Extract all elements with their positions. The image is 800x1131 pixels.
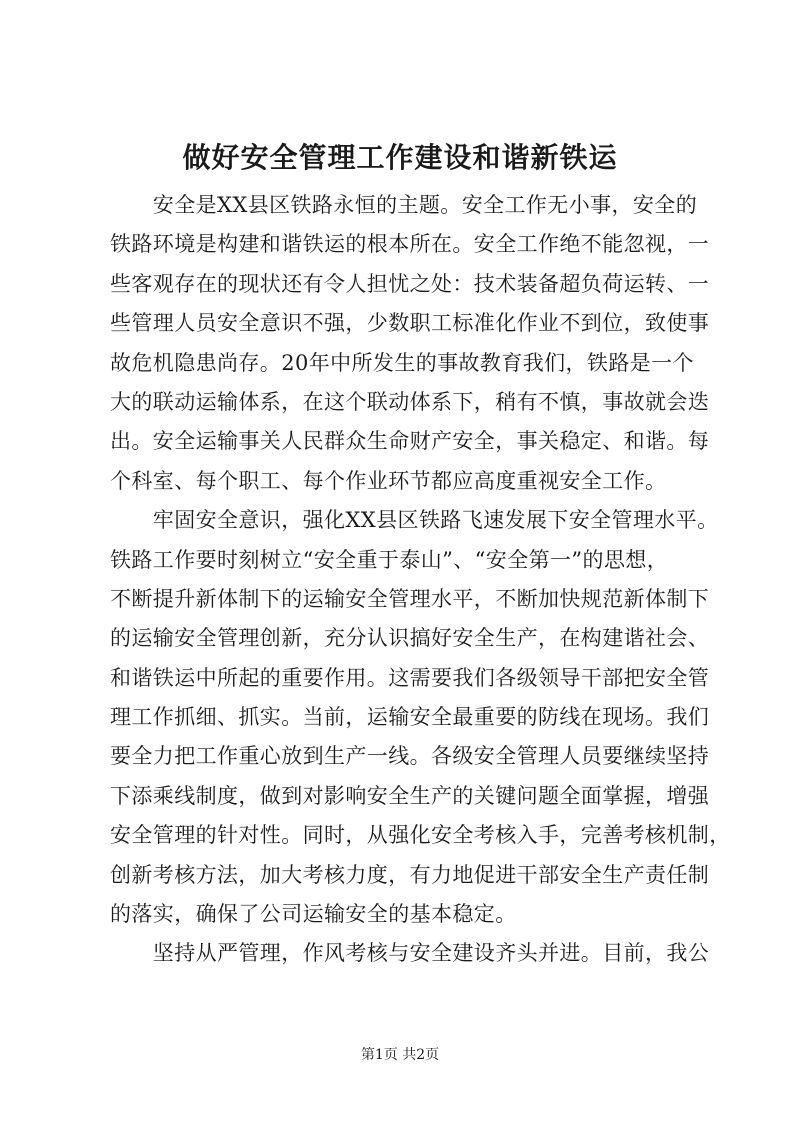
text-line: 的运输安全管理创新，充分认识搞好安全生产，在构建谐社会、 (110, 626, 710, 651)
text-line: 出。安全运输事关人民群众生命财产安全，事关稳定、和谐。每 (110, 429, 710, 454)
document-body (110, 186, 731, 974)
text-line: 大的联动运输体系，在这个联动体系下，稍有不慎，事故就会迭 (110, 389, 710, 414)
text-line: 安全是XX县区铁路永恒的主题。安全工作无小事，安全的 (110, 193, 698, 217)
text-line: 坚持从严管理，作风考核与安全建设齐头并进。目前，我公 (110, 941, 710, 966)
text-line: 些管理人员安全意识不强，少数职工标准化作业不到位，致使事 (110, 311, 710, 336)
text-line: 和谐铁运中所起的重要作用。这需要我们各级领导干部把安全管 (110, 665, 710, 690)
text-line: 些客观存在的现状还有令人担忧之处：技术装备超负荷运转、一 (110, 271, 710, 296)
text-line: 的落实，确保了公司运输安全的基本稳定。 (110, 902, 517, 927)
document-title: 做好安全管理工作建设和谐新铁运 (182, 141, 618, 174)
text-line: 不断提升新体制下的运输安全管理水平，不断加快规范新体制下 (110, 586, 710, 611)
text-line: 下添乘线制度，做到对影响安全生产的关键问题全面掌握，增强 (110, 783, 710, 808)
text-line: 创新考核方法，加大考核力度，有力地促进干部安全生产责任制 (110, 862, 710, 887)
page-footer: 第1页 共2页 (360, 1047, 440, 1063)
text-line: 铁路环境是构建和谐铁运的根本所在。安全工作绝不能忽视，一 (110, 232, 710, 257)
text-line: 故危机隐患尚存。20年中所发生的事故教育我们，铁路是一个 (110, 350, 694, 375)
text-line: 要全力把工作重心放到生产一线。各级安全管理人员要继续坚持 (110, 744, 710, 769)
text-line: 个科室、每个职工、每个作业环节都应高度重视安全工作。 (110, 468, 667, 493)
text-line: 铁路工作要时刻树立“安全重于泰山”、“安全第一”的思想， (110, 547, 669, 572)
text-line: 牢固安全意识，强化XX县区铁路飞速发展下安全管理水平。 (110, 508, 719, 533)
text-line: 理工作抓细、抓实。当前，运输安全最重要的防线在现场。我们 (110, 705, 710, 730)
text-line: 安全管理的针对性。同时，从强化安全考核入手，完善考核机制， (110, 823, 731, 848)
